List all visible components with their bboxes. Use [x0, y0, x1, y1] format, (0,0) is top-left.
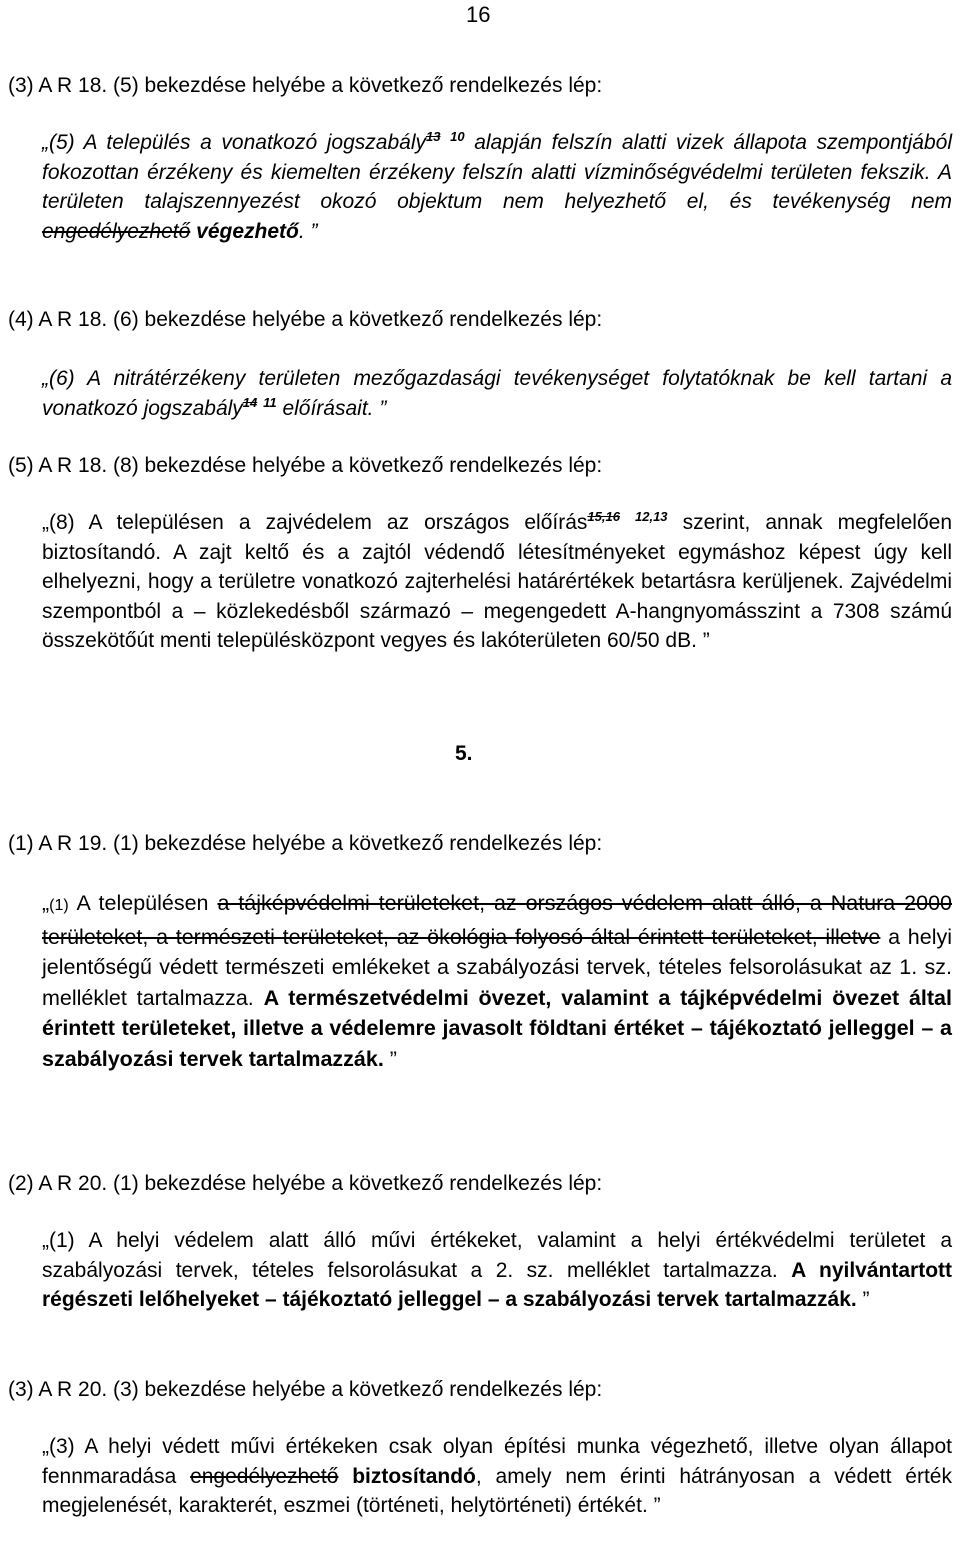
amendment-intro-5: (2) A R 20. (1) bekezdése helyébe a következő rendelkezés lép: — [8, 1172, 603, 1195]
amendment-intro-4: (1) A R 19. (1) bekezdése helyébe a következő rendelkezés lép: — [8, 832, 603, 855]
footnote-old: 13 — [426, 129, 441, 144]
text-part: . — [298, 219, 305, 243]
amendment-text-6: „(3) A helyi védett művi értékeken csak olyan építési munka végezhető, illetve olyan állapot fennmaradása engedélyezhető biztosítandó, amely nem érinti hátrányosan a védett érték megjelenését, karakterét, eszmei (történeti, helytörténeti) értékét. ” — [42, 1435, 952, 1518]
footnote-new: 10 — [450, 129, 465, 144]
bold-text: A természetvédelmi övezet, valamint a tájképvédelmi övezet által érintett területeket, illetve a védelemre javasolt földtani értéket – tájékoztató jelleggel – a szabályozási tervek tartalmazzák. — [42, 985, 952, 1071]
text-part — [338, 1465, 352, 1488]
amendment-intro-3: (5) A R 18. (8) bekezdése helyébe a következő rendelkezés lép: — [8, 454, 603, 477]
amendment-text-5: „(1) A helyi védelem alatt álló művi értékeket, valamint a helyi értékvédelmi területet a szabályozási tervek, tételes felsorolásukat a 2. sz. melléklet tartalmazza. A nyilvántartott régészeti lelőhelyeket – tájékoztató jelleggel – a szabályozási tervek tartalmazzák. ” — [42, 1229, 953, 1312]
close-quote: ” — [373, 396, 387, 420]
close-quote: ” — [304, 219, 318, 243]
amendment-intro-1: (3) A R 18. (5) bekezdése helyébe a következő rendelkezés lép: — [8, 74, 603, 97]
text-part: alapján felszín alatti vizek állapota szempontjából fokozottan érzékeny és kiemelten érzékeny felszín alatti vízminőségvédelmi területen fekszik. A területen talajszennyezést okozó objektum nem helyezhető el, és tevékenység nem — [42, 131, 952, 214]
footnote-new: 12,13 — [635, 509, 668, 524]
close-quote: ” — [383, 1046, 397, 1071]
close-quote: ” — [696, 629, 710, 653]
text-part: (3) A helyi védett művi értékeken csak olyan építési munka végezhető, illetve olyan állapot fennmaradása — [42, 1435, 952, 1488]
text-part: (5) A település a vonatkozó jogszabály — [49, 131, 426, 154]
bold-text: biztosítandó — [352, 1464, 476, 1488]
text-part: (8) A településen a zajvédelem az országos előírás — [49, 511, 588, 534]
footnote-old: 14 — [242, 394, 258, 410]
close-quote: ” — [856, 1288, 870, 1312]
text-part: előírásait. — [276, 396, 374, 420]
amendment-text-4: „(1) A településen a tájképvédelmi területeket, az országos védelem alatt álló, a Natura 2000 területeket, a természeti területeket, az ökológia folyosó által érintett területeket, illetve a helyi jelentőségű védett természeti emlékeket a szabályozási tervek, tételes felsorolásukat az 1. sz. melléklet tartalmazza. A természetvédelmi övezet, valamint a tájképvédelmi övezet által érintett területeket, illetve a védelemre javasolt földtani értéket – tájékoztató jelleggel – a szabályozási tervek tartalmazzák. ” — [42, 891, 953, 1071]
text-part: A településen — [68, 891, 218, 915]
amendment-text-2: „(6) A nitrátérzékeny területen mezőgazdasági tevékenységet folytatóknak be kell tartani a vonatkozó jogszabály$^{14}$ $^{11}$ előírásait. ” — [42, 367, 952, 420]
page-number: 16 — [466, 2, 491, 27]
text-part: (1) — [49, 897, 69, 914]
amendment-text-3: „(8) A településen a zajvédelem az országos előírás$^{15,16}$ $^{12,13}$ szerint, annak megfelelően biztosítandó. A zajt keltő és a zajtól védendő létesítményeket egymáshoz képest úgy kell elhelyezni, hogy a területre vonatkozó zajterhelési határértékek betartásra kerüljenek. Zajvédelmi szempontból a – közlekedésből származó – megengedett A-hangnyomásszint a 7308 számú összekötőút menti településközpont vegyes és lakóterületen 60/50 dB. ” — [42, 509, 952, 653]
amendment-intro-6: (3) A R 20. (3) bekezdése helyébe a következő rendelkezés lép: — [8, 1378, 603, 1401]
amendment-text-1: „(5) A település a vonatkozó jogszabály$^{13}$ $^{10}$ alapján felszín alatti vizek állapota szempontjából fokozottan érzékeny és kiemelten érzékeny felszín alatti vízminőségvédelmi területen fekszik. A területen talajszennyezést okozó objektum nem helyezhető el, és tevékenység nem engedélyezhető végezhető. ” — [42, 129, 952, 243]
text-part: (6) A nitrátérzékeny területen mezőgazdasági tevékenységet folytatóknak be kell tartani a vonatkozó jogszabály — [42, 367, 952, 420]
footnote-old: 15,16 — [587, 509, 620, 524]
bold-text: végezhető — [196, 219, 299, 243]
bold-text: A nyilvántartott régészeti lelőhelyeket – tájékoztató jelleggel – a szabályozási tervek tartalmazzák. — [42, 1258, 953, 1312]
struck-text: engedélyezhető — [42, 219, 191, 243]
close-quote: ” — [647, 1494, 661, 1518]
text-part: a helyi jelentőségű védett természeti emlékeket a szabályozási tervek, tételes felsorolásukat az 1. sz. melléklet tartalmazza. — [42, 924, 953, 1010]
amendment-intro-2: (4) A R 18. (6) bekezdése helyébe a következő rendelkezés lép: — [8, 308, 603, 331]
text-part: , amely nem érinti hátrányosan a védett érték megjelenését, karakterét, eszmei (történeti, helytörténeti) értékét. — [42, 1464, 952, 1518]
text-part: (1) A helyi védelem alatt álló művi értékeket, valamint a helyi értékvédelmi területet a szabályozási tervek, tételes felsorolásukat a 2. sz. melléklet tartalmazza. — [42, 1229, 952, 1282]
section-heading: 5. — [455, 742, 473, 765]
text-part: szerint, annak megfelelően biztosítandó. A zajt keltő és a zajtól védendő létesítményeket egymáshoz képest úgy kell elhelyezni, hogy a területre vonatkozó zajterhelési határértékek betartásra kerüljenek. Zajvédelmi szempontból a – közlekedésből származó – megengedett A-hangnyomásszint a 7308 számú összekötőút menti településközpont vegyes és lakóterületen 60/50 dB. — [42, 511, 952, 653]
footnote-new: 11 — [263, 394, 277, 410]
struck-text: a tájképvédelmi területeket, az országos védelem alatt álló, a Natura 2000 területeket, a természeti területeket, az ökológia folyosó által érintett területeket, illetve — [42, 891, 952, 949]
struck-text: engedélyezhető — [190, 1464, 339, 1488]
